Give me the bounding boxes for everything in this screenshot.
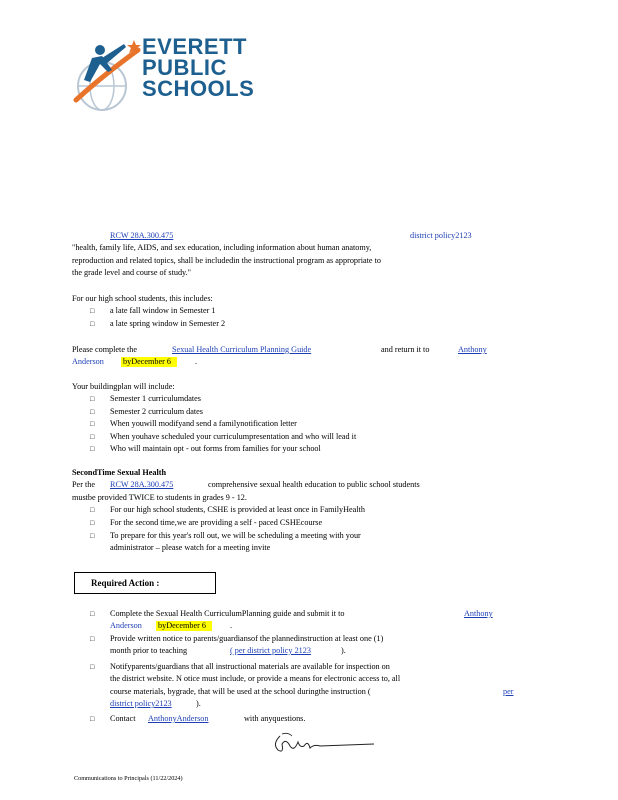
bullet-icon: □ <box>90 307 95 315</box>
bullet-icon: □ <box>90 663 95 671</box>
second-bullet-1: For our high school students, CSHE is provided at least once in FamilyHealth <box>110 505 365 514</box>
section-heading: SecondTime Sexual Health <box>72 468 167 477</box>
policy-2123-link[interactable]: ( per district policy 2123 <box>230 646 311 655</box>
policy-per-link[interactable]: per <box>503 687 514 696</box>
footer-text: Communications to Principals (11/22/2024) <box>74 775 183 782</box>
bullet-icon: □ <box>90 445 95 453</box>
bullet-icon: □ <box>90 715 95 723</box>
logo-figure-icon <box>72 36 142 116</box>
anthony-anderson-link[interactable]: AnthonyAnderson <box>148 714 209 723</box>
bullet-icon: □ <box>90 610 95 618</box>
second-per: Per the <box>72 480 95 489</box>
action-4-contact: Contact <box>110 714 136 723</box>
plan-bullet-4: When youhave scheduled your curriculumpresentation and who will lead it <box>110 432 357 441</box>
action-2-text-b: month prior to teaching <box>110 646 188 655</box>
action-1-text: Complete the Sexual Health CurriculumPlanning guide and submit it to <box>110 609 345 618</box>
bullet-icon: □ <box>90 506 95 514</box>
bullet-icon: □ <box>90 420 95 428</box>
second-line-2: mustbe provided TWICE to students in grades 9 - 12. <box>72 493 247 502</box>
anderson-link-2[interactable]: Anderson <box>110 621 142 630</box>
policy-2123-link-2[interactable]: district policy2123 <box>110 699 172 708</box>
intro-line-4: the grade level and course of study." <box>72 268 191 277</box>
bullet-icon: □ <box>90 320 95 328</box>
required-action-label: Required Action : <box>91 578 160 588</box>
action-2-end: ). <box>341 646 346 655</box>
bullet-icon: □ <box>90 635 95 643</box>
second-line-1: comprehensive sexual health education to public school students <box>208 480 420 489</box>
second-bullet-3b: administrator – please watch for a meeting invite <box>110 543 271 552</box>
action-3-text-b: the district website. N otice must include, or provide a means for electronic access to, all <box>110 674 401 683</box>
signature-image <box>270 730 380 758</box>
bullet-icon: □ <box>90 395 95 403</box>
bullet-icon: □ <box>90 532 95 540</box>
plan-bullet-1: Semester 1 curriculumdates <box>110 394 201 403</box>
plan-bullet-2: Semester 2 curriculum dates <box>110 407 203 416</box>
rcw-link[interactable]: RCW 28A.300.475 <box>110 231 174 240</box>
rcw-link-2[interactable]: RCW 28A.300.475 <box>110 480 174 489</box>
complete-text-b: and return it to <box>381 345 430 354</box>
anthony-link[interactable]: Anthony <box>458 345 487 354</box>
intro-line-3: reproduction and related topics, shall be includedin the instructional program as appropriate to <box>72 256 381 265</box>
action-2-text-a: Provide written notice to parents/guardiansof the plannedinstruction at least one (1) <box>110 634 384 643</box>
hs-bullet-1: a late fall window in Semester 1 <box>110 306 216 315</box>
logo-line-1: EVERETT <box>142 34 247 59</box>
complete-text-a: Please complete the <box>72 345 138 354</box>
period-2: . <box>230 621 233 630</box>
intro-line-2: "health, family life, AIDS, and sex education, including information about human anatomy, <box>72 243 372 252</box>
logo-line-3: SCHOOLS <box>142 76 255 101</box>
action-3-text-a: Notifyparents/guardians that all instructional materials are available for inspection on <box>110 662 390 671</box>
anderson-link[interactable]: Anderson <box>72 357 104 366</box>
planning-guide-link[interactable]: Sexual Health Curriculum Planning Guide <box>172 345 312 354</box>
action-4-text: with anyquestions. <box>244 714 306 723</box>
bullet-icon: □ <box>90 408 95 416</box>
second-bullet-3a: To prepare for this year's roll out, we will be scheduling a meeting with your <box>110 531 361 540</box>
required-action-box <box>74 572 216 594</box>
action-3-text-c: course materials, bygrade, that will be used at the school duringthe instruction ( <box>110 687 371 696</box>
period: . <box>195 357 198 366</box>
action-3-end: ). <box>196 699 201 708</box>
second-bullet-2: For the second time,we are providing a self - paced CSHEcourse <box>110 518 323 527</box>
bullet-icon: □ <box>90 433 95 441</box>
logo-wordmark <box>142 36 254 99</box>
anthony-link-2[interactable]: Anthony <box>464 609 493 618</box>
plan-line: Your buildingplan will include: <box>72 382 175 391</box>
plan-bullet-3: When youwill modifyand send a familynotification letter <box>110 419 297 428</box>
district-policy-link[interactable]: district policy2123 <box>410 231 472 240</box>
bullet-icon: □ <box>90 519 95 527</box>
due-date-2: byDecember 6 <box>156 621 212 631</box>
hs-line: For our high school students, this includes: <box>72 294 213 303</box>
due-date: byDecember 6 <box>121 357 177 367</box>
plan-bullet-5: Who will maintain opt - out forms from families for your school <box>110 444 321 453</box>
hs-bullet-2: a late spring window in Semester 2 <box>110 319 226 328</box>
logo-line-2: PUBLIC <box>142 55 227 80</box>
district-logo <box>72 36 262 116</box>
